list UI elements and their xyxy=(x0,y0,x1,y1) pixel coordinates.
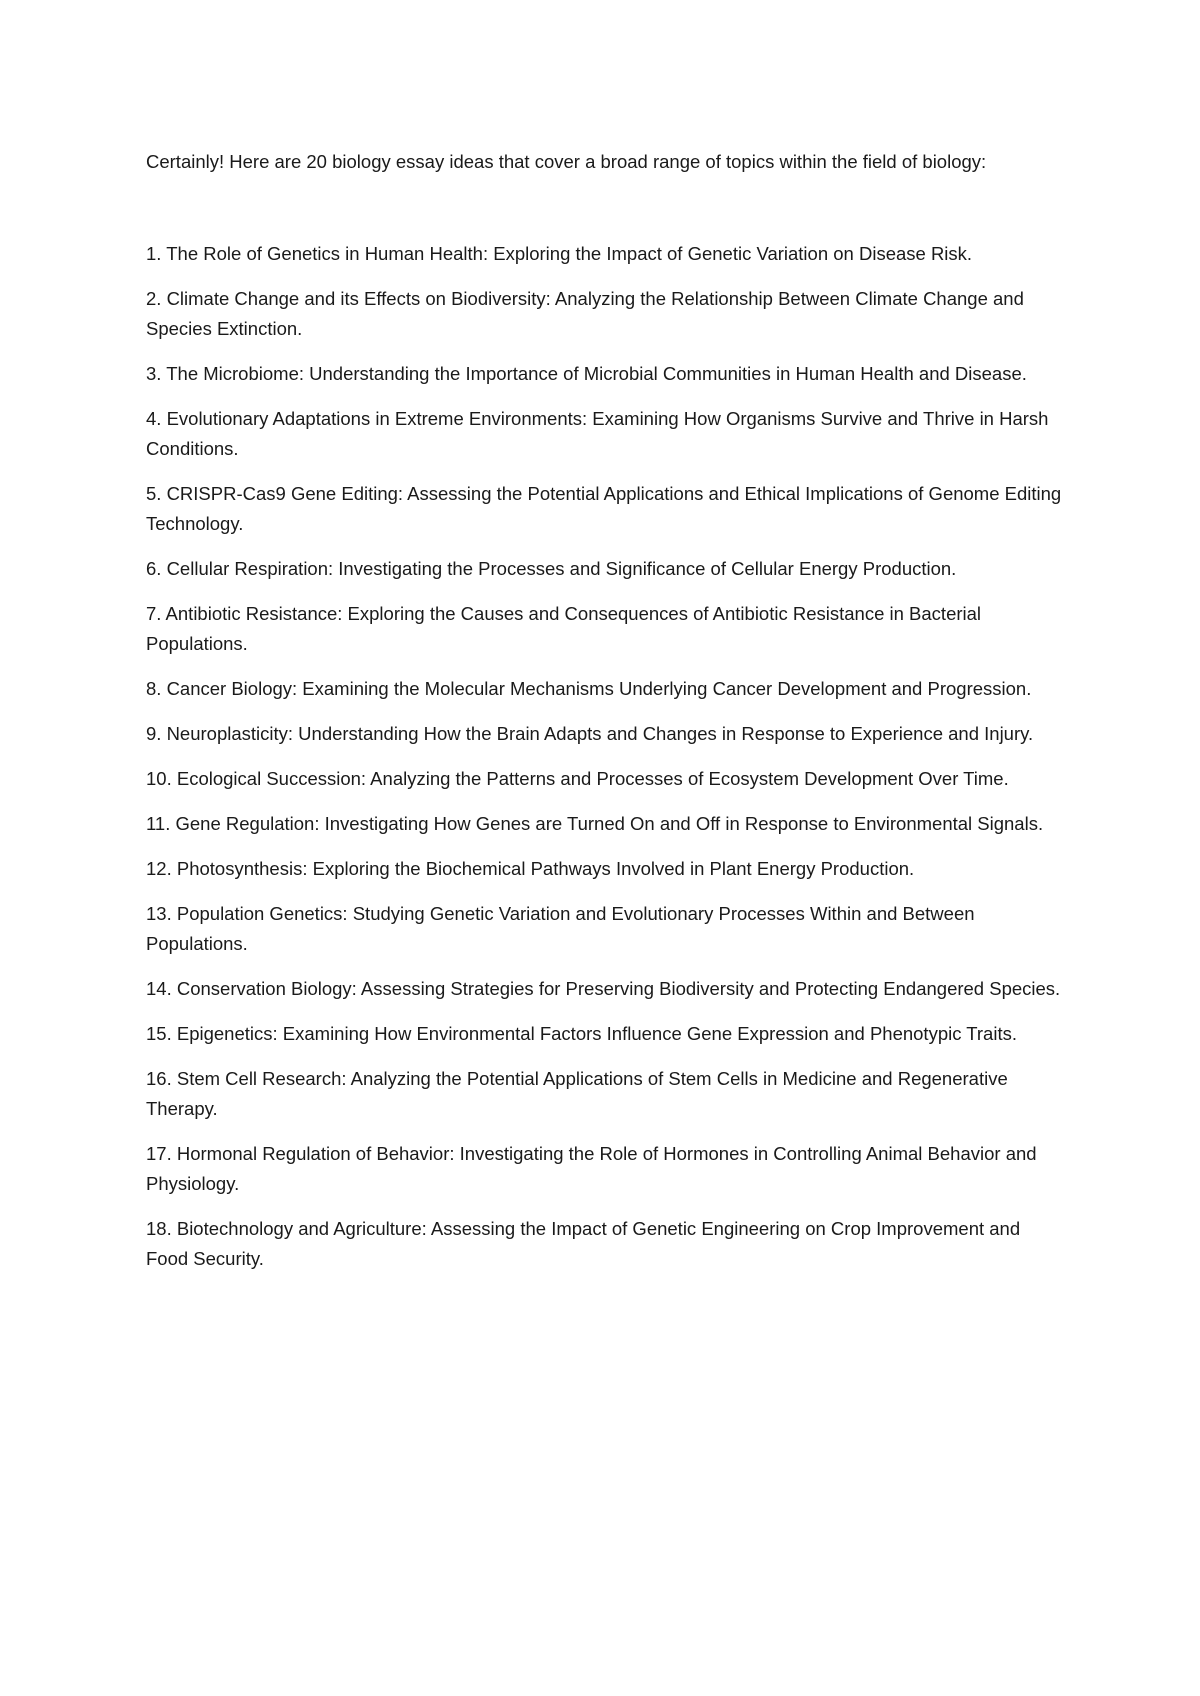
list-item: 9. Neuroplasticity: Understanding How the Brain Adapts and Changes in Response to Experience and Injury. xyxy=(146,723,1034,744)
list-item: 1. The Role of Genetics in Human Health: Exploring the Impact of Genetic Variation on Disease Risk. xyxy=(146,243,973,264)
list-item: 17. Hormonal Regulation of Behavior: Investigating the Role of Hormones in Controlling Animal Behavior and Physiology. xyxy=(146,1143,1037,1194)
list-item: 14. Conservation Biology: Assessing Strategies for Preserving Biodiversity and Protecting Endangered Species. xyxy=(146,978,1061,999)
list-item: 6. Cellular Respiration: Investigating the Processes and Significance of Cellular Energy Production. xyxy=(146,558,957,579)
list-item: 8. Cancer Biology: Examining the Molecular Mechanisms Underlying Cancer Development and Progression. xyxy=(146,678,1032,699)
list-item: 7. Antibiotic Resistance: Exploring the Causes and Consequences of Antibiotic Resistance in Bacterial Populations. xyxy=(146,603,982,654)
list-item: 12. Photosynthesis: Exploring the Biochemical Pathways Involved in Plant Energy Production. xyxy=(146,858,915,879)
list-item: 3. The Microbiome: Understanding the Importance of Microbial Communities in Human Health and Disease. xyxy=(146,363,1027,384)
essay-ideas-list xyxy=(146,239,1066,1274)
list-item: 18. Biotechnology and Agriculture: Assessing the Impact of Genetic Engineering on Crop Improvement and Food Security. xyxy=(146,1218,1021,1269)
list-item: 2. Climate Change and its Effects on Biodiversity: Analyzing the Relationship Between Climate Change and Species Extinction. xyxy=(146,288,1024,339)
document-body xyxy=(146,147,1066,1289)
list-item: 15. Epigenetics: Examining How Environmental Factors Influence Gene Expression and Phenotypic Traits. xyxy=(146,1023,1017,1044)
list-item: 5. CRISPR-Cas9 Gene Editing: Assessing the Potential Applications and Ethical Implications of Genome Editing Technology. xyxy=(146,483,1062,534)
list-item: 4. Evolutionary Adaptations in Extreme Environments: Examining How Organisms Survive and Thrive in Harsh Conditions. xyxy=(146,408,1049,459)
list-item: 11. Gene Regulation: Investigating How Genes are Turned On and Off in Response to Environmental Signals. xyxy=(146,813,1044,834)
list-item: 16. Stem Cell Research: Analyzing the Potential Applications of Stem Cells in Medicine and Regenerative Therapy. xyxy=(146,1068,1008,1119)
intro-paragraph: Certainly! Here are 20 biology essay ideas that cover a broad range of topics within the field of biology: xyxy=(146,151,987,172)
list-item: 10. Ecological Succession: Analyzing the Patterns and Processes of Ecosystem Development Over Time. xyxy=(146,768,1009,789)
list-item: 13. Population Genetics: Studying Genetic Variation and Evolutionary Processes Within and Between Populations. xyxy=(146,903,975,954)
